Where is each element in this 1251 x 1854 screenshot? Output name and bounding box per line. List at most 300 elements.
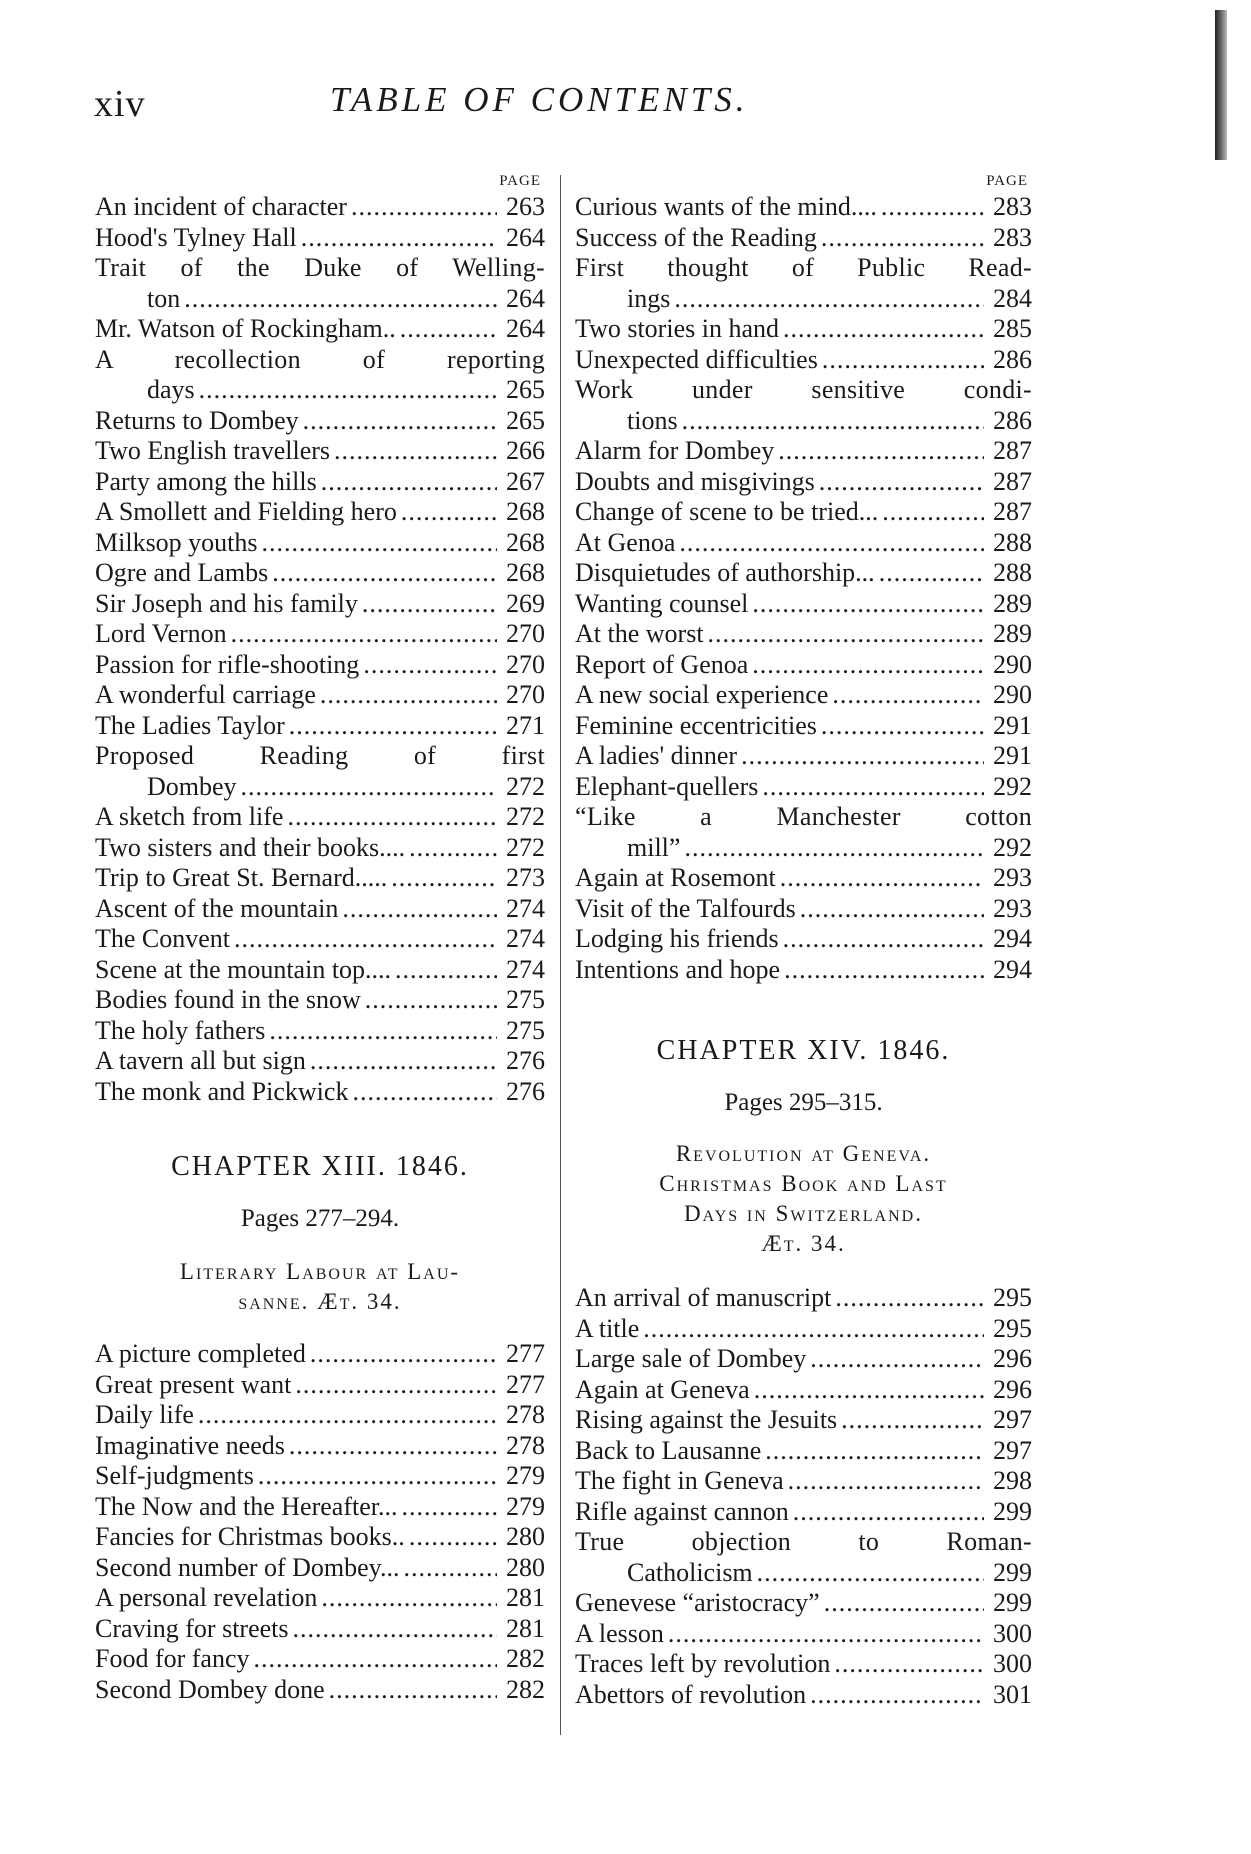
- toc-entry-page: 296: [993, 1344, 1032, 1373]
- toc-entry: [95, 1553, 545, 1584]
- leader-dots: [401, 1492, 497, 1523]
- toc-entry-title: Feminine eccentricities: [575, 710, 817, 740]
- toc-entry: [95, 314, 545, 345]
- toc-entry-page: 283: [993, 222, 1032, 252]
- leader-dots: [321, 467, 497, 498]
- toc-entry: [95, 375, 545, 406]
- toc-entry-title: Ascent of the mountain: [95, 893, 339, 923]
- leader-dots: [762, 772, 984, 803]
- toc-entry-title: Second Dombey done: [95, 1674, 325, 1704]
- leader-dots: [765, 1436, 984, 1467]
- toc-entry: [95, 1046, 545, 1077]
- toc-entry-page: 282: [506, 1674, 545, 1704]
- leader-dots: [352, 1077, 497, 1108]
- toc-entry-page: 291: [993, 741, 1032, 770]
- toc-entry-title: Elephant-quellers: [575, 771, 759, 801]
- toc-entry-page: 268: [506, 497, 545, 526]
- toc-entry: [95, 192, 545, 223]
- toc-entry: [575, 253, 1032, 284]
- toc-entry: [575, 192, 1032, 223]
- leader-dots: [234, 924, 497, 955]
- toc-entry: [575, 1527, 1032, 1558]
- toc-entry-title: Ogre and Lambs: [95, 558, 269, 587]
- toc-entry: [575, 650, 1032, 681]
- toc-entry-title: A title: [575, 1313, 640, 1343]
- toc-entry-title: Proposed Reading of first: [95, 741, 545, 770]
- toc-entry-title: The Ladies Taylor: [95, 710, 285, 740]
- toc-entry: [95, 1016, 545, 1047]
- toc-entry-title: An incident of character: [95, 192, 347, 221]
- toc-entry-page: 292: [993, 832, 1032, 862]
- toc-entry-page: 271: [506, 710, 545, 740]
- leader-dots: [841, 1405, 984, 1436]
- leader-dots: [400, 314, 497, 345]
- leader-dots: [329, 1675, 497, 1706]
- toc-entry-title: Two stories in hand: [575, 314, 779, 343]
- toc-entry-title: Wanting counsel: [575, 588, 749, 618]
- leader-dots: [778, 436, 984, 467]
- toc-entry-title: “Like a Manchester cotton: [575, 802, 1032, 831]
- leader-dots: [320, 680, 497, 711]
- toc-entry: [95, 558, 545, 589]
- toc-entry-title: The holy fathers: [95, 1015, 266, 1045]
- leader-dots: [708, 619, 984, 650]
- chapter-heading: CHAPTER XIV. 1846.: [656, 1035, 951, 1066]
- toc-entry: [575, 1344, 1032, 1375]
- leader-dots: [241, 772, 497, 803]
- toc-entry-page: 284: [993, 283, 1032, 313]
- toc-entry-title: Work under sensitive condi-: [575, 375, 1032, 404]
- toc-entry-title: First thought of Public Read-: [575, 253, 1032, 282]
- toc-entry-page: 277: [506, 1339, 545, 1368]
- leader-dots: [289, 1431, 497, 1462]
- toc-entry-title: Sir Joseph and his family: [95, 588, 358, 618]
- toc-entry: [95, 680, 545, 711]
- toc-entry-page: 266: [506, 436, 545, 465]
- toc-entry-page: 290: [993, 649, 1032, 679]
- toc-entry: [95, 1675, 545, 1706]
- toc-entry-title: Again at Rosemont: [575, 863, 776, 892]
- toc-entry-page: 293: [993, 893, 1032, 923]
- toc-entry-page: 280: [506, 1552, 545, 1582]
- toc-entry-page: 296: [993, 1374, 1032, 1404]
- toc-entry-page: 275: [506, 985, 545, 1014]
- toc-entry: [575, 314, 1032, 345]
- page-label: PAGE: [499, 173, 541, 189]
- toc-entry: [575, 1619, 1032, 1650]
- toc-entry-title: Hood's Tylney Hall: [95, 222, 297, 252]
- toc-entry: [575, 1497, 1032, 1528]
- toc-entry: [575, 345, 1032, 376]
- toc-entry-page: 281: [506, 1613, 545, 1643]
- toc-entry: [95, 436, 545, 467]
- toc-entry-title: Second number of Dombey...: [95, 1552, 400, 1582]
- toc-entry-page: 268: [506, 527, 545, 557]
- leader-dots: [401, 497, 497, 528]
- toc-entry-title: True objection to Roman-: [575, 1527, 1032, 1556]
- leader-dots: [342, 894, 497, 925]
- toc-entry: [575, 955, 1032, 986]
- toc-entry-title: Daily life: [95, 1400, 194, 1429]
- leader-dots: [881, 192, 984, 223]
- leader-dots: [409, 1522, 497, 1553]
- leader-dots: [741, 741, 984, 772]
- toc-entry-page: 274: [506, 893, 545, 923]
- toc-entry: [95, 467, 545, 498]
- leader-dots: [810, 1344, 984, 1375]
- toc-entry-title: Alarm for Dombey: [575, 436, 775, 465]
- toc-entry: [95, 650, 545, 681]
- toc-entry-title: Trait of the Duke of Welling-: [95, 253, 545, 282]
- leader-dots: [684, 833, 984, 864]
- toc-entry: [575, 1375, 1032, 1406]
- leader-dots: [800, 894, 984, 925]
- toc-entry-page: 272: [506, 771, 545, 801]
- toc-entry-page: 285: [993, 314, 1032, 343]
- leader-dots: [231, 619, 497, 650]
- toc-entry-title: A recollection of reporting: [95, 344, 545, 374]
- toc-entry: [575, 1405, 1032, 1436]
- toc-entry: [95, 1400, 545, 1431]
- toc-entry-title: A Smollett and Fielding hero: [95, 497, 397, 526]
- leader-dots: [824, 1588, 984, 1619]
- leader-dots: [184, 284, 497, 315]
- toc-list-left-a: [95, 192, 545, 1107]
- leader-dots: [269, 1016, 497, 1047]
- leader-dots: [757, 1558, 984, 1589]
- toc-entry-page: 272: [506, 832, 545, 862]
- page-edge-shadow: [1215, 10, 1227, 160]
- toc-entry-title: Genevese “aristocracy”: [575, 1588, 820, 1617]
- toc-entry: [575, 833, 1032, 864]
- chapter-pages: Pages 295–315.: [724, 1089, 883, 1116]
- toc-entry-page: 264: [506, 314, 545, 343]
- leader-dots: [301, 223, 497, 254]
- toc-entry: [95, 802, 545, 833]
- leader-dots: [682, 406, 984, 437]
- toc-entry: [575, 772, 1032, 803]
- leader-dots: [272, 558, 497, 589]
- leader-dots: [310, 1339, 497, 1370]
- toc-entry: [575, 741, 1032, 772]
- leader-dots: [752, 650, 984, 681]
- toc-entry-title: Curious wants of the mind....: [575, 192, 877, 221]
- toc-entry-title: Returns to Dombey: [95, 405, 299, 435]
- chapter-subtitle: Æt. 34.: [761, 1231, 846, 1256]
- toc-entry: [95, 711, 545, 742]
- toc-entry-title: Self-judgments: [95, 1461, 254, 1490]
- leader-dots: [643, 1314, 984, 1345]
- toc-entry-title: Unexpected difficulties: [575, 344, 818, 374]
- leader-dots: [819, 467, 984, 498]
- toc-entry: [95, 833, 545, 864]
- toc-entry-page: 289: [993, 619, 1032, 648]
- toc-entry: [95, 863, 545, 894]
- toc-entry-title: Traces left by revolution: [575, 1649, 831, 1678]
- toc-entry: [95, 497, 545, 528]
- leader-dots: [362, 589, 497, 620]
- toc-entry-title: A lesson: [575, 1618, 664, 1648]
- toc-entry-page: 278: [506, 1400, 545, 1429]
- toc-entry-title: Doubts and misgivings: [575, 466, 815, 496]
- toc-entry-page: 287: [993, 497, 1032, 526]
- leader-dots: [752, 589, 984, 620]
- toc-entry: [575, 223, 1032, 254]
- toc-entry-page: 287: [993, 436, 1032, 465]
- toc-entry: [95, 924, 545, 955]
- toc-entry-page: 288: [993, 527, 1032, 557]
- toc-entry: [95, 406, 545, 437]
- toc-entry-title: Abettors of revolution: [575, 1679, 807, 1709]
- toc-entry-title: A wonderful carriage: [95, 680, 316, 709]
- toc-entry-page: 294: [993, 924, 1032, 953]
- toc-entry-page: 294: [993, 954, 1032, 984]
- running-title: TABLE OF CONTENTS.: [330, 80, 749, 119]
- toc-entry-page: 270: [506, 619, 545, 648]
- toc-entry-page: 272: [506, 802, 545, 831]
- leader-dots: [754, 1375, 984, 1406]
- toc-entry-page: 292: [993, 771, 1032, 801]
- toc-entry-page: 279: [506, 1461, 545, 1490]
- leader-dots: [783, 314, 984, 345]
- toc-entry: [575, 1680, 1032, 1711]
- toc-entry: [575, 802, 1032, 833]
- leader-dots: [258, 1461, 497, 1492]
- toc-entry: [575, 406, 1032, 437]
- toc-entry-page: 289: [993, 588, 1032, 618]
- toc-entry-title: Rising against the Jesuits: [575, 1405, 838, 1434]
- leader-dots: [679, 528, 984, 559]
- toc-entry: [575, 1283, 1032, 1314]
- toc-entry-page: 276: [506, 1076, 545, 1106]
- toc-entry-page: 282: [506, 1644, 545, 1673]
- toc-entry-title: Dombey: [147, 771, 237, 801]
- leader-dots: [788, 1466, 984, 1497]
- toc-entry-page: 281: [506, 1583, 545, 1612]
- leader-dots: [403, 1553, 497, 1584]
- leader-dots: [783, 924, 984, 955]
- toc-entry-title: Milksop youths: [95, 527, 258, 557]
- leader-dots: [363, 650, 497, 681]
- toc-entry-title: Catholicism: [627, 1557, 753, 1587]
- toc-entry-title: A tavern all but sign: [95, 1046, 306, 1075]
- toc-entry-title: Visit of the Talfourds: [575, 893, 796, 923]
- toc-entry-title: Scene at the mountain top....: [95, 954, 392, 984]
- leader-dots: [334, 436, 497, 467]
- toc-entry-page: 298: [993, 1466, 1032, 1495]
- toc-entry: [95, 589, 545, 620]
- page-number: xiv: [94, 83, 146, 125]
- toc-entry-title: Report of Genoa: [575, 649, 749, 679]
- left-column: [95, 170, 545, 1705]
- toc-entry-title: A personal revelation: [95, 1583, 318, 1612]
- toc-entry: [95, 284, 545, 315]
- toc-entry-title: Again at Geneva: [575, 1374, 750, 1404]
- leader-dots: [310, 1046, 497, 1077]
- leader-dots: [674, 284, 984, 315]
- toc-entry-page: 273: [506, 863, 545, 892]
- leader-dots: [199, 375, 497, 406]
- toc-entry-page: 287: [993, 466, 1032, 496]
- toc-entry: [95, 1339, 545, 1370]
- toc-entry: [575, 1588, 1032, 1619]
- leader-dots: [668, 1619, 984, 1650]
- chapter-subtitle: sanne. Æt. 34.: [238, 1289, 402, 1314]
- toc-entry: [95, 1614, 545, 1645]
- toc-entry-page: 270: [506, 649, 545, 679]
- toc-entry-title: ings: [627, 283, 671, 313]
- toc-entry: [95, 1461, 545, 1492]
- toc-entry: [575, 284, 1032, 315]
- leader-dots: [254, 1644, 497, 1675]
- toc-entry-title: Lodging his friends: [575, 924, 779, 953]
- toc-entry-title: Fancies for Christmas books..: [95, 1522, 405, 1551]
- toc-entry-page: 299: [993, 1496, 1032, 1526]
- toc-entry-title: ton: [147, 283, 181, 313]
- leader-dots: [780, 863, 984, 894]
- toc-entry: [575, 894, 1032, 925]
- toc-entry-page: 270: [506, 680, 545, 709]
- toc-entry-page: 268: [506, 558, 545, 587]
- leader-dots: [832, 680, 984, 711]
- toc-entry-title: The monk and Pickwick: [95, 1076, 349, 1106]
- leader-dots: [784, 955, 984, 986]
- page-header: [0, 0, 1251, 140]
- toc-entry-title: Two sisters and their books....: [95, 832, 406, 862]
- leader-dots: [262, 528, 497, 559]
- chapter-pages: Pages 277–294.: [240, 1205, 400, 1232]
- toc-entry-title: tions: [627, 405, 678, 435]
- toc-entry: [575, 497, 1032, 528]
- toc-entry-title: Lord Vernon: [95, 619, 227, 648]
- toc-entry-page: 283: [993, 192, 1032, 221]
- leader-dots: [303, 406, 497, 437]
- toc-entry-page: 267: [506, 466, 545, 496]
- leader-dots: [835, 1283, 984, 1314]
- toc-entry: [575, 1436, 1032, 1467]
- leader-dots: [822, 345, 984, 376]
- chapter-subtitle: Literary Labour at Lau-: [179, 1259, 461, 1284]
- toc-entry-page: 297: [993, 1405, 1032, 1434]
- toc-entry: [575, 863, 1032, 894]
- toc-entry: [95, 894, 545, 925]
- toc-entry-page: 265: [506, 405, 545, 435]
- toc-entry-title: The Now and the Hereafter...: [95, 1491, 398, 1521]
- toc-entry-page: 300: [993, 1649, 1032, 1678]
- toc-entry-page: 277: [506, 1369, 545, 1399]
- toc-entry: [575, 1649, 1032, 1680]
- toc-entry-page: 280: [506, 1522, 545, 1551]
- toc-entry: [95, 345, 545, 376]
- chapter-subtitle: Christmas Book and Last: [659, 1171, 948, 1196]
- toc-entry: [95, 1522, 545, 1553]
- toc-entry-page: 291: [993, 710, 1032, 740]
- leader-dots: [391, 863, 497, 894]
- toc-entry: [95, 619, 545, 650]
- toc-entry: [575, 1558, 1032, 1589]
- toc-entry-page: 263: [506, 192, 545, 221]
- toc-entry-title: Large sale of Dombey: [575, 1344, 807, 1373]
- toc-entry: [95, 528, 545, 559]
- toc-entry-title: Craving for streets: [95, 1613, 289, 1643]
- toc-entry-title: The fight in Geneva: [575, 1466, 784, 1495]
- leader-dots: [834, 1649, 984, 1680]
- toc-entry-title: Intentions and hope: [575, 954, 781, 984]
- toc-entry-title: days: [147, 375, 195, 404]
- toc-entry: [95, 1583, 545, 1614]
- leader-dots: [395, 955, 497, 986]
- leader-dots: [198, 1400, 497, 1431]
- toc-entry-page: 297: [993, 1435, 1032, 1465]
- toc-entry: [95, 1370, 545, 1401]
- toc-entry: [95, 1431, 545, 1462]
- leader-dots: [882, 497, 984, 528]
- toc-entry-title: Mr. Watson of Rockingham..: [95, 314, 396, 343]
- leader-dots: [365, 985, 497, 1016]
- toc-entry-title: Back to Lausanne: [575, 1435, 762, 1465]
- toc-entry: [95, 955, 545, 986]
- toc-entry-page: 295: [993, 1283, 1032, 1312]
- toc-entry-page: 295: [993, 1313, 1032, 1343]
- toc-entry-title: mill”: [627, 832, 681, 862]
- toc-entry-page: 288: [993, 558, 1032, 587]
- toc-entry: [575, 467, 1032, 498]
- toc-entry-title: Great present want: [95, 1369, 292, 1399]
- toc-entry: [575, 619, 1032, 650]
- toc-entry-page: 286: [993, 405, 1032, 435]
- leader-dots: [409, 833, 497, 864]
- toc-entry: [575, 924, 1032, 955]
- toc-entry-page: 279: [506, 1491, 545, 1521]
- toc-entry-title: Two English travellers: [95, 436, 331, 465]
- chapter-heading: CHAPTER XIII. 1846.: [171, 1151, 469, 1182]
- toc-entry-page: 265: [506, 375, 545, 404]
- toc-entry-page: 274: [506, 954, 545, 984]
- toc-entry-page: 299: [993, 1557, 1032, 1587]
- toc-entry-title: Rifle against cannon: [575, 1496, 789, 1526]
- page-label: PAGE: [986, 173, 1028, 189]
- leader-dots: [821, 711, 984, 742]
- toc-entry-page: 293: [993, 863, 1032, 892]
- leader-dots: [810, 1680, 984, 1711]
- toc-entry-title: Trip to Great St. Bernard.....: [95, 863, 388, 892]
- toc-entry: [95, 741, 545, 772]
- toc-list-left-b: [95, 1339, 545, 1705]
- toc-entry-title: Passion for rifle-shooting: [95, 649, 360, 679]
- toc-entry-title: The Convent: [95, 924, 231, 953]
- leader-dots: [321, 1583, 497, 1614]
- toc-entry: [95, 253, 545, 284]
- toc-entry-page: 269: [506, 588, 545, 618]
- toc-entry-title: Success of the Reading: [575, 222, 817, 252]
- toc-entry: [575, 680, 1032, 711]
- toc-entry: [95, 772, 545, 803]
- toc-entry: [575, 711, 1032, 742]
- toc-entry-page: 275: [506, 1015, 545, 1045]
- chapter-subtitle: Days in Switzerland.: [684, 1201, 923, 1226]
- toc-entry-title: A sketch from life: [95, 802, 284, 831]
- toc-entry-page: 300: [993, 1618, 1032, 1648]
- toc-entry: [575, 375, 1032, 406]
- toc-entry-page: 301: [993, 1679, 1032, 1709]
- toc-entry-title: An arrival of manuscript: [575, 1283, 832, 1312]
- leader-dots: [879, 558, 984, 589]
- toc-entry-title: Disquietudes of authorship...: [575, 558, 875, 587]
- toc-entry-title: A picture completed: [95, 1339, 306, 1368]
- leader-dots: [293, 1614, 497, 1645]
- leader-dots: [793, 1497, 984, 1528]
- toc-entry-title: Food for fancy: [95, 1644, 250, 1673]
